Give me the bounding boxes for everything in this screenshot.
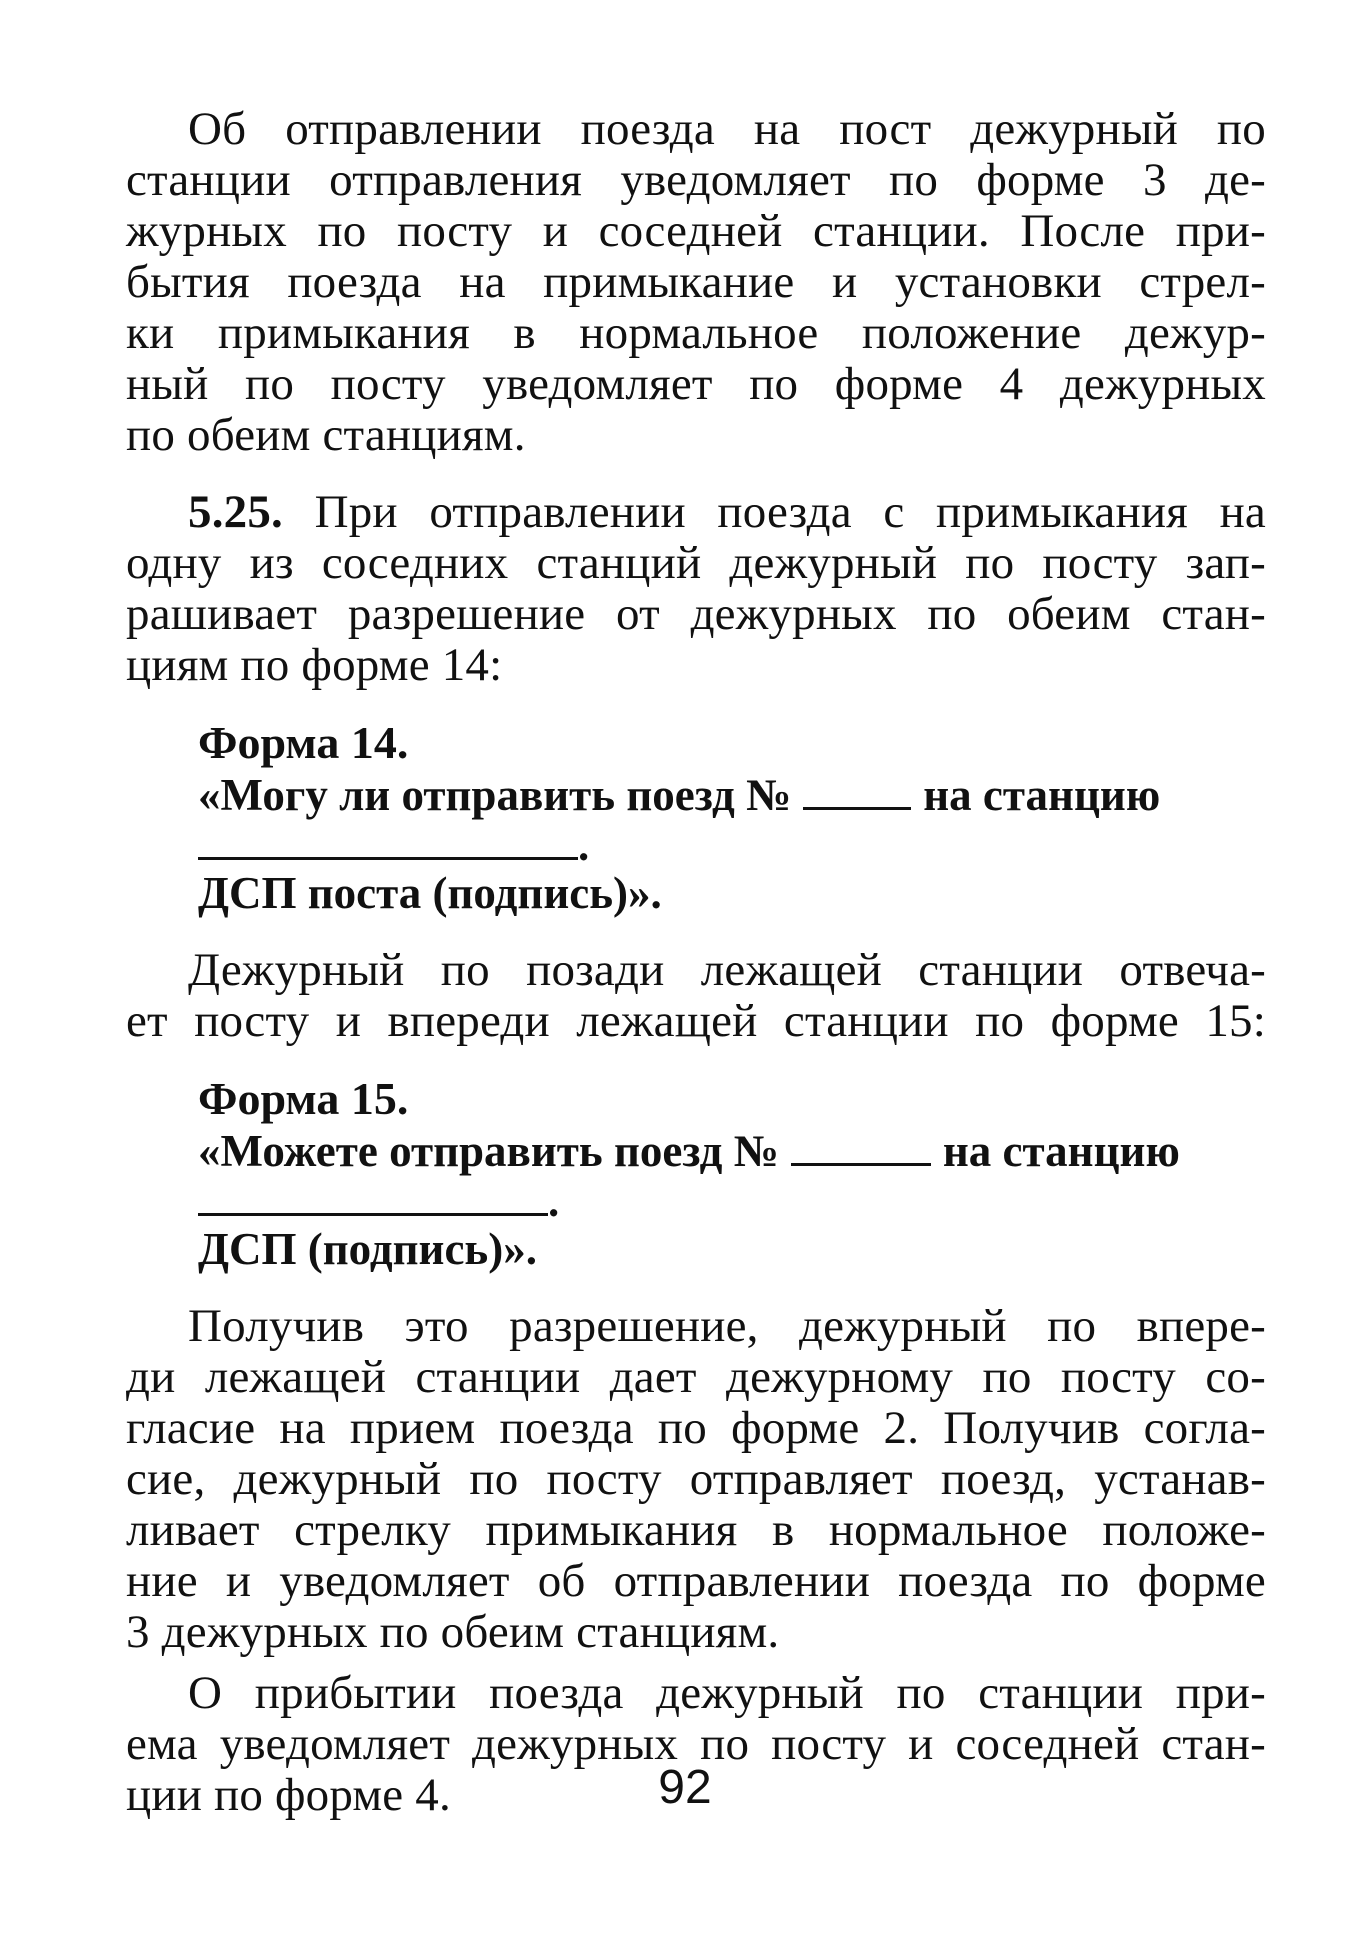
form-text: на станцию xyxy=(923,770,1161,820)
text-line: журных по посту и соседней станции. После при- xyxy=(126,205,1266,257)
paragraph-1 xyxy=(126,104,1266,461)
paragraph-2 xyxy=(126,487,1266,691)
text-fragment: При отправлении поезда с примыкания на xyxy=(314,486,1266,538)
text-line: ции по форме 4. xyxy=(126,1769,451,1821)
text-line: ди лежащей станции дает дежурному по посту со- xyxy=(126,1351,1266,1403)
form-line xyxy=(198,769,1266,821)
text-line: ный по посту уведомляет по форме 4 дежурных xyxy=(126,358,1266,410)
text-line: 3 дежурных по обеим станциям. xyxy=(126,1606,780,1658)
station-blank xyxy=(198,821,578,860)
text-line: станции отправления уведомляет по форме 3 де- xyxy=(126,154,1266,206)
page-number: 92 xyxy=(658,1761,712,1814)
form-text: . xyxy=(548,1176,560,1226)
section-number: 5.25. xyxy=(188,486,283,538)
form-line: ДСП (подпись)». xyxy=(198,1224,537,1274)
text-line: бытия поезда на примыкание и установки стрел- xyxy=(126,256,1266,308)
form-text: . xyxy=(578,820,590,870)
form-line xyxy=(198,1125,1266,1177)
form-line: ДСП поста (подпись)». xyxy=(198,868,662,918)
text-line: ние и уведомляет об отправлении поезда по форме xyxy=(126,1555,1266,1607)
text-line: ливает стрелку примыкания в нормальное положе- xyxy=(126,1504,1266,1556)
form-line xyxy=(198,1176,1266,1226)
text-line: ема уведомляет дежурных по посту и соседней стан- xyxy=(126,1718,1266,1770)
form-15 xyxy=(126,1073,1266,1275)
text-line: сие, дежурный по посту отправляет поезд, устанав- xyxy=(126,1453,1266,1505)
form-text: на станцию xyxy=(942,1126,1180,1176)
text-line: Получив это разрешение, дежурный по впере- xyxy=(188,1300,1266,1352)
text-line: Об отправлении поезда на пост дежурный по xyxy=(188,103,1266,155)
text-line: Дежурный по позади лежащей станции отвеча- xyxy=(188,944,1266,996)
text-line: одну из соседних станций дежурный по посту зап- xyxy=(126,537,1266,589)
text-line: ки примыкания в нормальное положение дежур- xyxy=(126,307,1266,359)
form-line xyxy=(198,820,1266,870)
form-title: Форма 14. xyxy=(198,717,409,768)
text-line: рашивает разрешение от дежурных по обеим стан- xyxy=(126,588,1266,640)
paragraph-4 xyxy=(126,1301,1266,1658)
document-page xyxy=(126,104,1266,1821)
text-line: ет посту и впереди лежащей станции по форме 15: xyxy=(126,995,1266,1047)
form-text: «Могу ли отправить поезд № xyxy=(198,770,792,820)
form-14 xyxy=(126,717,1266,919)
train-number-blank xyxy=(791,1127,931,1166)
text-line: О прибытии поезда дежурный по станции при- xyxy=(188,1667,1266,1719)
text-line: циям по форме 14: xyxy=(126,639,503,691)
form-text: «Можете отправить поезд № xyxy=(198,1126,779,1176)
train-number-blank xyxy=(803,771,911,810)
form-title: Форма 15. xyxy=(198,1073,409,1124)
station-blank xyxy=(198,1177,548,1216)
text-line: по обеим станциям. xyxy=(126,409,526,461)
text-line: гласие на прием поезда по форме 2. Получив согла- xyxy=(126,1402,1266,1454)
text-line xyxy=(126,487,1266,538)
paragraph-3 xyxy=(126,945,1266,1047)
